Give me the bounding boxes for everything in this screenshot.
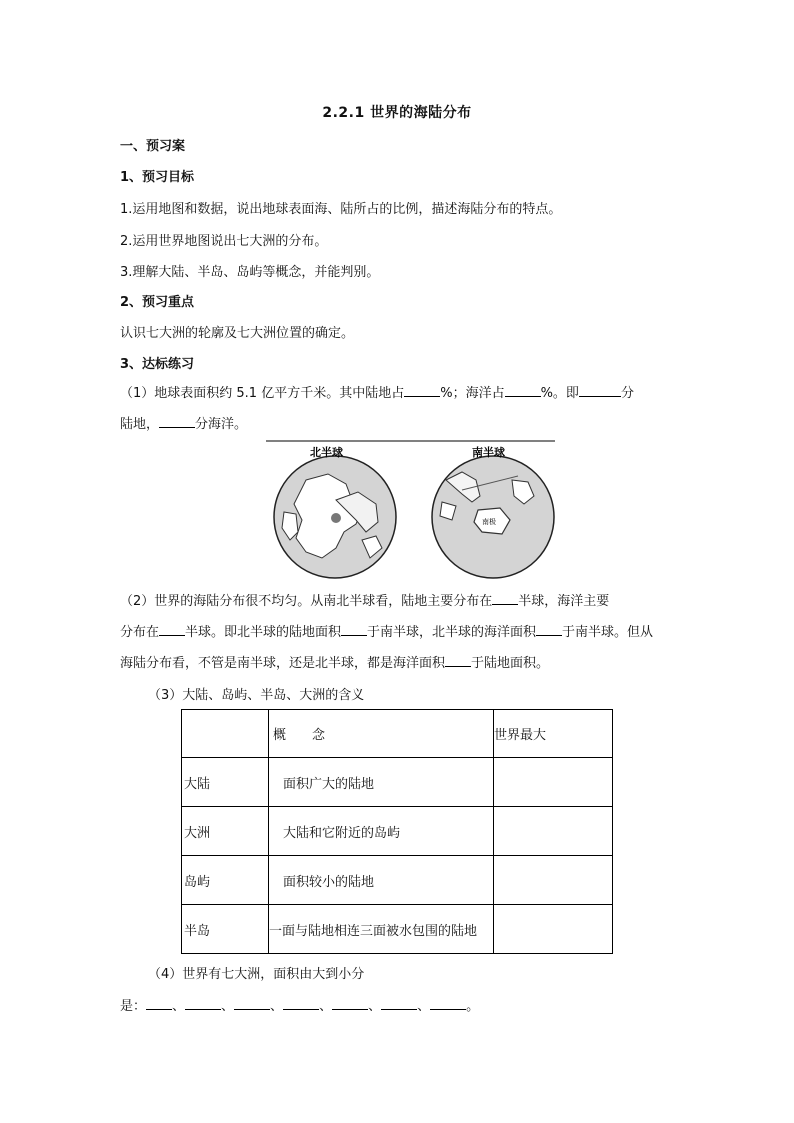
q1-text: 分 [620,386,634,401]
separator: 、 [319,999,333,1014]
term-cell: 岛屿 [182,856,269,905]
q2-text: （2）世界的海陆分布很不均匀。从南北半球看，陆地主要分布在 [120,594,493,609]
q2-text: 半球，海洋主要 [518,594,610,609]
concept-cell: 面积广大的陆地 [283,776,375,792]
answer-blank[interactable] [445,652,471,667]
answer-blank[interactable] [505,382,541,397]
separator: 、 [368,999,382,1014]
question-4-answers [120,995,479,1014]
goal-item: 3.理解大陆、半岛、岛屿等概念，并能判别。 [120,265,380,280]
answer-blank[interactable] [341,621,367,636]
separator: 、 [270,999,284,1014]
q2-text: 于南半球。但从 [562,625,654,640]
table-header-cell: 概 念 [273,728,326,743]
answer-blank[interactable] [430,995,466,1010]
q2-text: 半球。即北半球的陆地面积 [185,625,342,640]
answer-blank[interactable] [159,413,195,428]
table-header-row [182,710,613,758]
table-header-cell [182,710,269,758]
concept-cell: 面积较小的陆地 [283,874,375,890]
period: 。 [466,999,480,1014]
q2-text: 于陆地面积。 [471,656,550,671]
north-hemisphere-label: 北半球 [310,446,343,459]
answer-blank[interactable] [381,995,417,1010]
table-row [182,807,613,856]
answer-cell[interactable] [494,856,613,905]
answer-blank[interactable] [492,590,518,605]
q1-text: 分海洋。 [195,417,248,432]
answer-blank[interactable] [404,382,440,397]
question-4: （4）世界有七大洲，面积由大到小分 [148,967,365,982]
answer-blank[interactable] [159,621,185,636]
section-heading-preview: 一、预习案 [120,139,186,154]
question-2 [120,586,676,679]
south-hemisphere-label: 南半球 [472,446,505,459]
south-hemisphere-globe [432,456,554,578]
page-title: 2.2.1 世界的海陆分布 [322,105,472,121]
q1-text: （1）地球表面积约 5.1 亿平方千米。其中陆地占 [120,386,405,401]
separator: 、 [221,999,235,1014]
q2-text: 海陆分布看，不管是南半球，还是北半球，都是海洋面积 [120,656,446,671]
hemispheres-illustration [266,440,555,584]
q1-text: %；海洋占 [440,386,505,401]
table-row [182,856,613,905]
table-row [182,905,613,954]
answer-cell[interactable] [494,807,613,856]
q2-text: 于南半球，北半球的海洋面积 [367,625,537,640]
q2-text: 分布在 [120,625,160,640]
separator: 、 [172,999,186,1014]
question-3: （3）大陆、岛屿、半岛、大洲的含义 [148,688,365,703]
separator: 、 [417,999,431,1014]
answer-cell[interactable] [494,905,613,954]
goals-heading: 1、预习目标 [120,170,195,185]
north-hemisphere-globe [274,456,396,578]
goal-item: 1.运用地图和数据，说出地球表面海、陆所占的比例，描述海陆分布的特点。 [120,202,562,217]
table-row [182,758,613,807]
concepts-table [181,709,613,954]
answer-blank[interactable] [536,621,562,636]
focus-heading: 2、预习重点 [120,295,195,310]
practice-heading: 3、达标练习 [120,357,195,372]
answer-blank[interactable] [332,995,368,1010]
answer-blank[interactable] [283,995,319,1010]
concept-cell: 大陆和它附近的岛屿 [283,825,401,841]
q1-text: %。即 [540,386,579,401]
goal-item: 2.运用世界地图说出七大洲的分布。 [120,234,328,249]
hemispheres-figure [266,440,555,584]
answer-blank[interactable] [146,995,172,1010]
q4-prefix: 是： [120,999,147,1014]
q1-text: 陆地， [120,417,160,432]
term-cell: 大陆 [182,758,269,807]
concept-cell: 一面与陆地相连三面被水包围的陆地 [269,923,478,939]
answer-blank[interactable] [185,995,221,1010]
table-header-cell: 世界最大 [494,728,547,743]
answer-blank[interactable] [234,995,270,1010]
term-cell: 半岛 [182,905,269,954]
answer-blank[interactable] [579,382,621,397]
question-1 [120,378,676,440]
answer-cell[interactable] [494,758,613,807]
focus-text: 认识七大洲的轮廓及七大洲位置的确定。 [120,326,355,341]
antarctica-label: 南极 [482,518,496,526]
term-cell: 大洲 [182,807,269,856]
